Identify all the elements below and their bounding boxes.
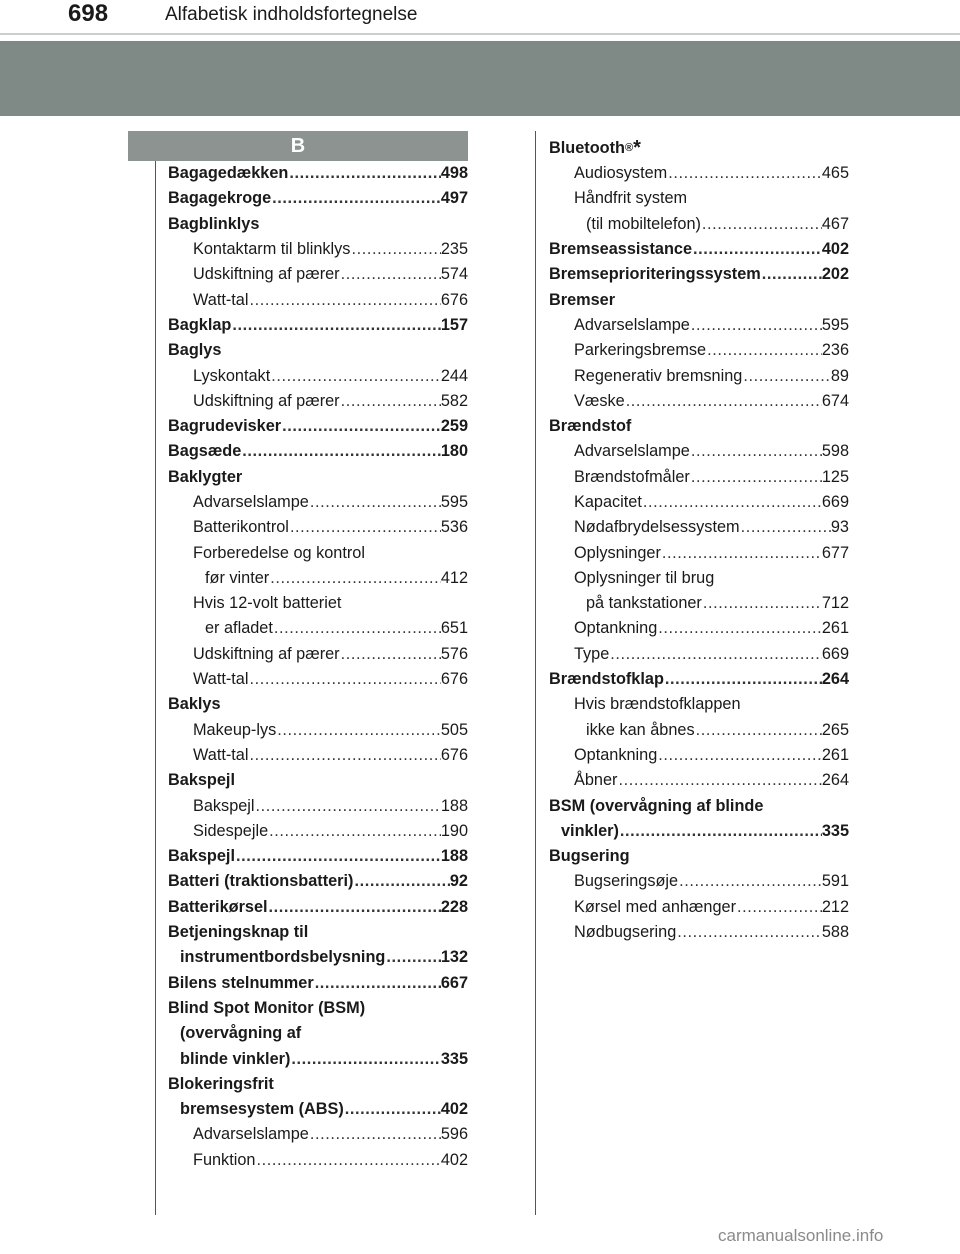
index-entry [168, 591, 468, 616]
dot-leader [736, 898, 822, 917]
index-entry [168, 414, 468, 439]
index-entry [168, 971, 468, 996]
entry-text: Lyskontakt [193, 366, 271, 385]
entry-text: på tankstationer [586, 594, 702, 613]
entry-text: Nødafbrydelsessystem [574, 518, 740, 537]
index-entry [168, 1122, 468, 1147]
dot-leader [340, 392, 441, 411]
index-entry [168, 439, 468, 464]
index-entry [549, 237, 849, 262]
index-entry [549, 844, 849, 869]
dot-leader [664, 670, 822, 689]
entry-page-number: 497 [440, 189, 468, 208]
entry-text: Sidespejle [193, 821, 269, 840]
entry-page-number: 202 [821, 265, 849, 284]
dot-leader [269, 569, 441, 588]
entry-page-number: 669 [821, 493, 849, 511]
entry-text: Batteri (traktionsbatteri) [168, 872, 354, 891]
entry-text: Optankning [574, 619, 658, 638]
dot-leader [271, 189, 441, 208]
dot-leader [340, 265, 441, 284]
entry-page-number: 180 [440, 442, 468, 461]
dot-leader [248, 291, 440, 310]
dot-leader [625, 392, 822, 411]
index-entry [549, 768, 849, 793]
entry-page-number: 582 [440, 391, 468, 410]
index-entry [168, 768, 468, 793]
entry-text: Bugsering [549, 847, 630, 866]
index-entry [549, 389, 849, 414]
index-entry [549, 363, 849, 388]
dot-leader [701, 215, 822, 234]
index-entry [168, 262, 468, 287]
dot-leader [642, 493, 822, 512]
entry-page-number: 235 [440, 240, 468, 259]
dot-leader [706, 341, 822, 360]
index-entry [168, 338, 468, 363]
entry-text: Brændstofklap [549, 670, 664, 689]
index-entry [549, 161, 849, 186]
index-entry [549, 186, 849, 211]
dot-leader [276, 721, 441, 740]
entry-text: før vinter [205, 568, 270, 587]
entry-text: Bakspejl [168, 771, 235, 790]
entry-page-number: 677 [821, 543, 849, 562]
entry-text: Blind Spot Monitor (BSM) [168, 998, 366, 1017]
index-entry [168, 996, 468, 1021]
entry-text: Bilens stelnummer [168, 973, 314, 992]
entry-text: Audiosystem [574, 164, 668, 183]
entry-page-number: 651 [440, 619, 468, 638]
entry-page-number: 190 [440, 821, 468, 840]
entry-text: Udskiftning af pærer [193, 391, 340, 410]
dot-leader [619, 822, 822, 841]
index-entry [549, 895, 849, 920]
dot-leader [344, 1100, 441, 1119]
dot-leader [742, 367, 831, 386]
entry-text: Udskiftning af pærer [193, 265, 340, 284]
entry-page-number: 261 [821, 619, 849, 638]
index-entry [168, 161, 468, 186]
index-entry [549, 566, 849, 591]
section-letter: B [128, 131, 468, 161]
entry-text: ikke kan åbnes [586, 720, 695, 739]
dot-leader [340, 645, 441, 664]
index-entry [168, 1046, 468, 1071]
entry-page-number: 536 [440, 518, 468, 537]
entry-text: Bluetooth [549, 138, 625, 157]
entry-text: Bagklap [168, 315, 232, 334]
entry-page-number: 505 [440, 720, 468, 739]
entry-page-number: 596 [440, 1125, 468, 1144]
entry-page-number: 467 [821, 214, 849, 233]
index-entry [549, 718, 849, 743]
dot-leader [248, 670, 440, 689]
entry-text: (overvågning af [180, 1024, 302, 1043]
dot-leader [761, 265, 822, 284]
entry-page-number: 89 [830, 366, 849, 385]
dot-leader [702, 594, 822, 613]
column-divider [535, 131, 536, 1215]
dot-leader [241, 442, 441, 461]
index-entry [168, 1148, 468, 1173]
entry-text: Nødbugsering [574, 923, 677, 942]
entry-text: Kapacitet [574, 493, 642, 511]
index-entry [549, 616, 849, 641]
index-entry [168, 490, 468, 515]
index-entry [168, 465, 468, 490]
index-entry [549, 287, 849, 312]
dot-leader [690, 316, 822, 335]
dot-leader [231, 316, 440, 335]
entry-text: Blokeringsfrit [168, 1074, 274, 1093]
index-entry [168, 667, 468, 692]
entry-text: Bagblinklys [168, 214, 260, 233]
entry-page-number: 402 [821, 240, 849, 259]
index-entry [168, 920, 468, 945]
dot-leader [690, 442, 822, 461]
dot-leader [690, 468, 822, 487]
entry-text: Bagagedækken [168, 164, 289, 183]
entry-text: bremsesystem (ABS) [180, 1100, 344, 1119]
entry-text: Bremser [549, 290, 616, 309]
entry-text: Håndfrit system [574, 189, 688, 208]
entry-text: Optankning [574, 745, 658, 764]
entry-page-number: 265 [821, 720, 849, 739]
index-entry [549, 313, 849, 338]
entry-text: Parkeringsbremse [574, 341, 707, 360]
dot-leader [281, 417, 441, 436]
index-entry [168, 212, 468, 237]
dot-leader [657, 619, 822, 638]
index-entry [168, 1097, 468, 1122]
entry-page-number: 132 [440, 948, 468, 967]
index-entry [549, 490, 849, 515]
entry-text: Bakspejl [193, 796, 255, 815]
dot-leader [314, 974, 441, 993]
entry-text: Kørsel med anhænger [574, 897, 736, 916]
dot-leader [740, 518, 831, 537]
dot-leader [676, 923, 822, 942]
entry-text: Advarselslampe [193, 1125, 309, 1144]
entry-page-number: 157 [440, 315, 468, 334]
entry-page-number: 264 [821, 670, 849, 689]
entry-page-number: 576 [440, 644, 468, 663]
dot-leader [609, 645, 822, 664]
index-entry [549, 591, 849, 616]
entry-text: Watt-tal [193, 670, 249, 689]
index-entry [168, 844, 468, 869]
index-entry [168, 287, 468, 312]
dot-leader [309, 1125, 441, 1144]
entry-text: Oplysninger til brug [574, 568, 715, 587]
dot-leader [667, 164, 822, 183]
registered-mark: ® [624, 142, 634, 154]
entry-page-number: 212 [821, 897, 849, 916]
entry-page-number: 92 [449, 872, 468, 891]
entry-text: Advarselslampe [574, 315, 690, 334]
entry-text: Brændstofmåler [574, 467, 690, 486]
left-column-rule [155, 161, 156, 1215]
index-entry [168, 313, 468, 338]
entry-page-number: 261 [821, 745, 849, 764]
entry-text: Bugseringsøje [574, 872, 679, 891]
entry-text: Batterikørsel [168, 897, 268, 916]
dot-leader [289, 518, 441, 537]
dot-leader [268, 898, 441, 917]
entry-text: Batterikontrol [193, 518, 289, 537]
watermark: carmanualsonline.info [718, 1226, 884, 1245]
entry-text: Forberedelse og kontrol [193, 543, 365, 562]
index-entry [168, 616, 468, 641]
entry-text: Hvis brændstofklappen [574, 695, 741, 714]
entry-text: Bagrudevisker [168, 417, 282, 436]
entry-text: Hvis 12-volt batteriet [193, 594, 342, 613]
index-entry [549, 465, 849, 490]
entry-text: Væske [574, 391, 625, 410]
index-entry [549, 262, 849, 287]
entry-text: BSM (overvågning af blinde [549, 796, 764, 815]
entry-text: Bremseassistance [549, 240, 693, 259]
entry-text: er afladet [205, 619, 273, 638]
index-entry [549, 793, 849, 818]
dot-leader [255, 797, 441, 816]
dot-leader [617, 771, 821, 790]
entry-page-number: 259 [440, 417, 468, 436]
entry-page-number: 674 [821, 391, 849, 410]
index-entry [168, 515, 468, 540]
index-entry [549, 667, 849, 692]
entry-page-number: 264 [821, 771, 849, 790]
index-entry [168, 743, 468, 768]
entry-text: Bremseprioriteringssystem [549, 265, 761, 284]
entry-text: Bakspejl [168, 847, 235, 866]
page-header [0, 0, 960, 30]
entry-page-number: 412 [440, 568, 468, 587]
index-entry [549, 439, 849, 464]
index-entry [549, 212, 849, 237]
entry-page-number: 402 [440, 1100, 468, 1119]
dot-leader [248, 746, 440, 765]
index-entry [168, 1021, 468, 1046]
entry-page-number: 402 [440, 1150, 468, 1169]
entry-page-number: 188 [440, 796, 468, 815]
entry-text: Oplysninger [574, 543, 661, 562]
entry-text: Type [574, 644, 610, 663]
index-entry [168, 869, 468, 894]
entry-text: Betjeningsknap til [168, 923, 309, 942]
entry-text: (til mobiltelefon) [586, 214, 701, 233]
entry-text: Udskiftning af pærer [193, 644, 340, 663]
index-entry [549, 338, 849, 363]
entry-page-number: 712 [821, 594, 849, 613]
entry-text: Brændstof [549, 417, 632, 436]
entry-text: Advarselslampe [574, 442, 690, 461]
entry-text: Funktion [193, 1150, 256, 1169]
entry-text: Regenerativ bremsning [574, 366, 743, 385]
dot-leader [270, 367, 441, 386]
index-entry [549, 819, 849, 844]
index-entry [549, 414, 849, 439]
dot-leader [288, 164, 440, 183]
entry-page-number: 598 [821, 442, 849, 461]
entry-page-number: 574 [440, 265, 468, 284]
entry-text: Advarselslampe [193, 493, 309, 511]
dot-leader [290, 1050, 440, 1069]
index-entry [168, 540, 468, 565]
index-entry [168, 642, 468, 667]
index-entry [549, 642, 849, 667]
dot-leader [309, 493, 441, 512]
entry-text: vinkler) [561, 821, 619, 840]
entry-page-number: 591 [821, 872, 849, 891]
entry-text: Baklys [168, 695, 221, 714]
entry-page-number: 669 [821, 644, 849, 663]
index-entry [168, 895, 468, 920]
index-entry [549, 692, 849, 717]
entry-page-number: 335 [821, 821, 849, 840]
left-column [168, 161, 468, 1173]
dot-leader [350, 240, 440, 259]
entry-text: Makeup-lys [193, 720, 277, 739]
entry-page-number: 465 [821, 164, 849, 183]
entry-page-number: 667 [440, 973, 468, 992]
index-entry [168, 186, 468, 211]
entry-text: Åbner [574, 771, 618, 790]
index-entry [549, 920, 849, 945]
index-entry [168, 718, 468, 743]
index-entry [168, 363, 468, 388]
dot-leader [353, 872, 449, 891]
entry-page-number: 228 [440, 897, 468, 916]
entry-page-number: 595 [440, 493, 468, 511]
entry-page-number: 676 [440, 670, 468, 689]
index-entry [168, 945, 468, 970]
index-entry [168, 1072, 468, 1097]
index-entry [168, 692, 468, 717]
dot-leader [273, 619, 441, 638]
entry-text: Watt-tal [193, 290, 249, 309]
entry-page-number: 188 [440, 847, 468, 866]
entry-page-number: 244 [440, 366, 468, 385]
index-entry-bluetooth: Bluetooth ® * [549, 137, 641, 159]
entry-text: Kontaktarm til blinklys [193, 240, 351, 259]
index-entry [168, 793, 468, 818]
header-rule [0, 33, 960, 35]
entry-text: Bagagekroge [168, 189, 272, 208]
dot-leader [235, 847, 441, 866]
entry-text: Baklygter [168, 467, 243, 486]
entry-page-number: 588 [821, 923, 849, 942]
entry-page-number: 676 [440, 745, 468, 764]
right-column [549, 135, 849, 945]
dot-leader [255, 1151, 440, 1170]
dot-leader [692, 240, 822, 259]
header-title: Alfabetisk indholdsfortegnelse [165, 4, 418, 25]
dot-leader [268, 822, 441, 841]
dot-leader [678, 872, 822, 891]
entry-page-number: 335 [440, 1049, 468, 1068]
page-number: 698 [68, 0, 109, 27]
entry-page-number: 498 [440, 164, 468, 183]
dot-leader [657, 746, 822, 765]
dot-leader [385, 948, 440, 967]
entry-text: Baglys [168, 341, 222, 360]
entry-text: blinde vinkler) [180, 1049, 291, 1068]
header-band [0, 41, 960, 116]
dot-leader [695, 721, 822, 740]
index-entry [168, 389, 468, 414]
entry-text: Bagsæde [168, 442, 242, 461]
entry-page-number: 595 [821, 315, 849, 334]
index-entry [168, 819, 468, 844]
index-entry [168, 237, 468, 262]
index-entry [168, 566, 468, 591]
right-column-entries [549, 161, 849, 945]
entry-page-number: 236 [821, 341, 849, 360]
entry-text: Watt-tal [193, 745, 249, 764]
index-entry [549, 743, 849, 768]
entry-page-number: 676 [440, 290, 468, 309]
index-entry [549, 515, 849, 540]
dot-leader [661, 544, 822, 563]
index-entry [549, 869, 849, 894]
entry-text: instrumentbordsbelysning [180, 948, 386, 967]
entry-page-number: 93 [830, 518, 849, 537]
index-entry [549, 540, 849, 565]
entry-page-number: 125 [821, 467, 849, 486]
